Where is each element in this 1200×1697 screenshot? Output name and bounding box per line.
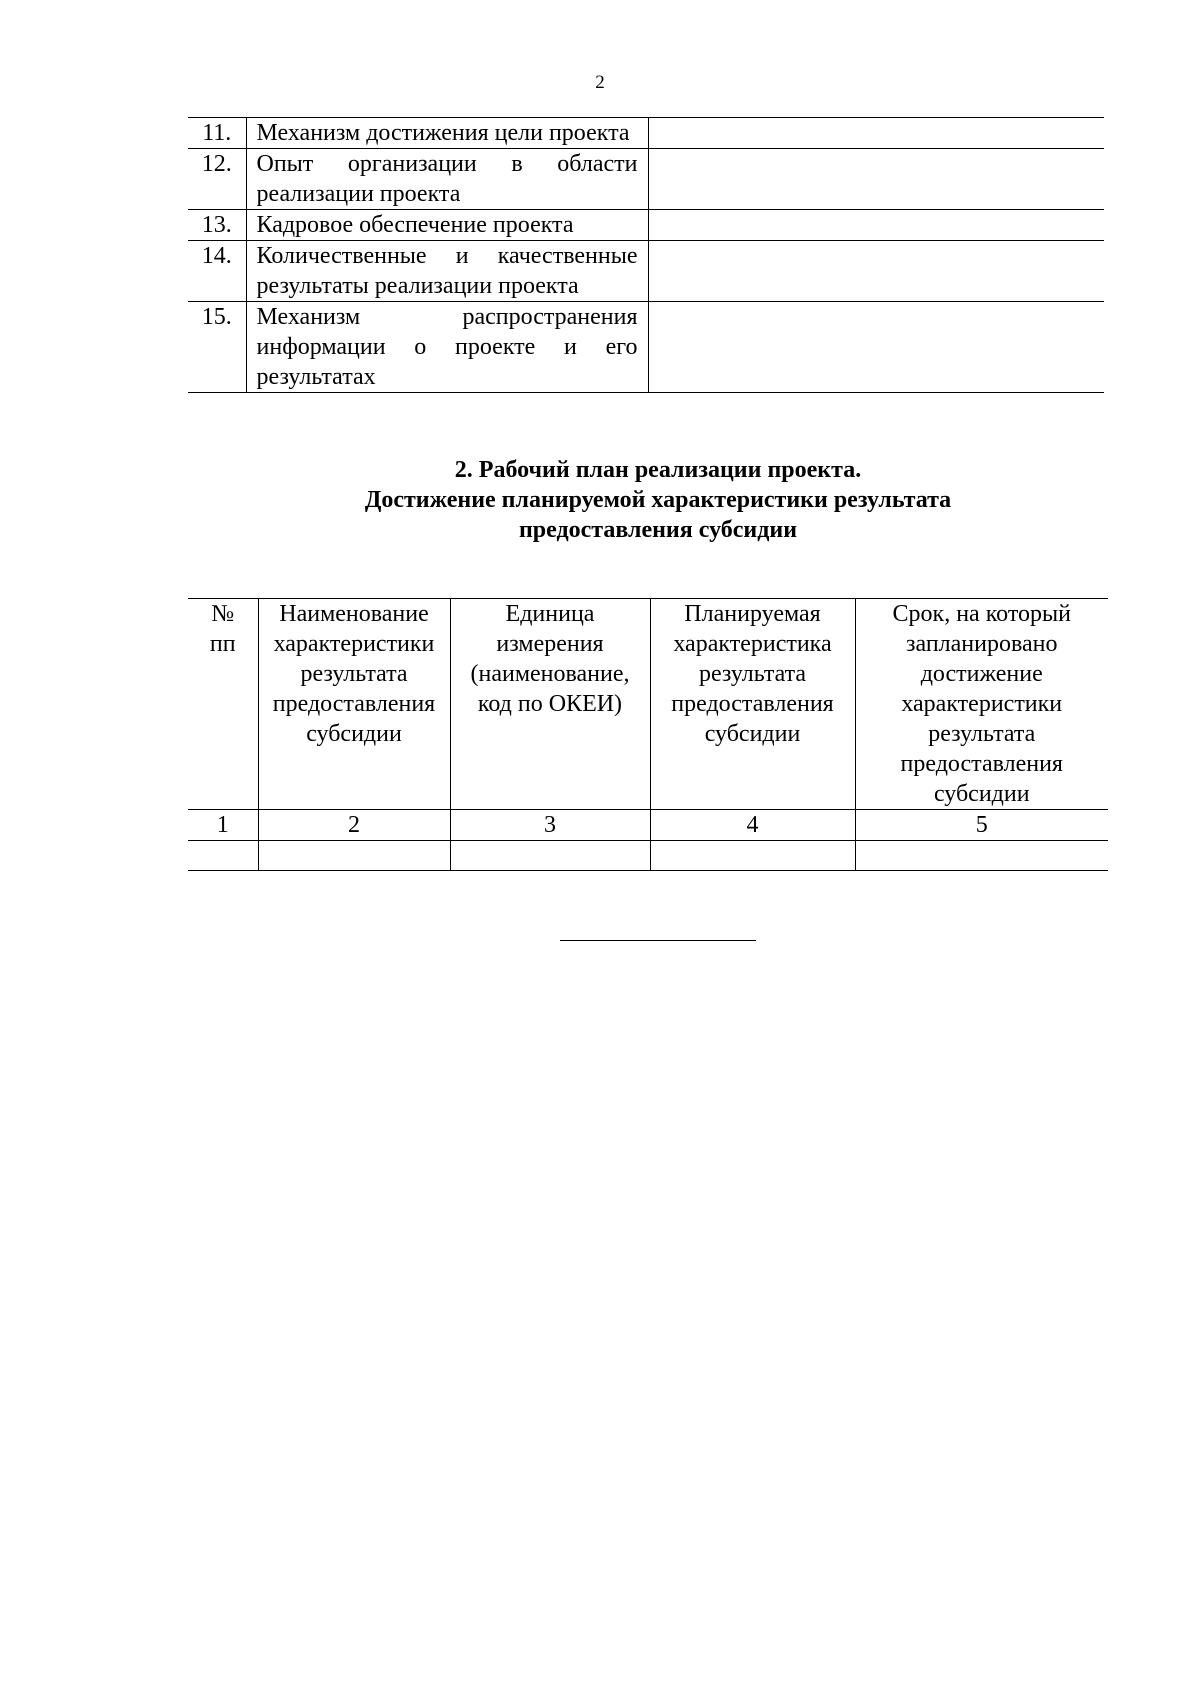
column-header: Единица измерения (наименование, код по ОКЕИ) xyxy=(450,599,650,810)
row-value xyxy=(648,241,1104,302)
table-row xyxy=(188,210,1104,241)
row-number: 12. xyxy=(188,149,246,210)
project-info-table xyxy=(188,117,1104,393)
section-title-line: предоставления субсидии xyxy=(518,517,798,543)
row-label: Количественные и качественные результаты реализации проекта xyxy=(246,241,648,302)
table-cell xyxy=(855,841,1108,871)
table-row xyxy=(188,241,1104,302)
column-number: 4 xyxy=(650,810,855,841)
row-label: Механизм распространения информации о проекте и его результатах xyxy=(246,302,648,393)
column-number: 2 xyxy=(258,810,450,841)
end-of-document-line xyxy=(560,940,756,941)
row-value xyxy=(648,118,1104,149)
row-label: Опыт организации в области реализации проекта xyxy=(246,149,648,210)
column-number: 3 xyxy=(450,810,650,841)
section-title-line: 2. Рабочий план реализации проекта. xyxy=(454,457,862,483)
table-row xyxy=(188,841,1108,871)
table-row xyxy=(188,149,1104,210)
column-number: 1 xyxy=(188,810,258,841)
column-header: Срок, на который запланировано достижение характеристики результата предоставления субсидии xyxy=(855,599,1108,810)
row-value xyxy=(648,210,1104,241)
column-header: Наименование характеристики результата предоставления субсидии xyxy=(258,599,450,810)
row-number: 15. xyxy=(188,302,246,393)
table-cell xyxy=(258,841,450,871)
row-value xyxy=(648,302,1104,393)
table-cell xyxy=(650,841,855,871)
table-cell xyxy=(450,841,650,871)
table-row xyxy=(188,118,1104,149)
section-title-line: Достижение планируемой характеристики результата xyxy=(364,487,952,513)
row-value xyxy=(648,149,1104,210)
column-header: № пп xyxy=(188,599,258,810)
table-row xyxy=(188,302,1104,393)
table-cell xyxy=(188,841,258,871)
section-2-title xyxy=(0,455,1200,545)
row-label: Кадровое обеспечение проекта xyxy=(246,210,648,241)
row-label: Механизм достижения цели проекта xyxy=(246,118,648,149)
row-number: 14. xyxy=(188,241,246,302)
column-header: Планируемая характеристика результата предоставления субсидии xyxy=(650,599,855,810)
column-number: 5 xyxy=(855,810,1108,841)
column-number-row xyxy=(188,810,1108,841)
page-number: 2 xyxy=(595,72,605,93)
row-number: 13. xyxy=(188,210,246,241)
row-number: 11. xyxy=(188,118,246,149)
work-plan-table xyxy=(188,598,1108,871)
header-row xyxy=(188,599,1108,810)
